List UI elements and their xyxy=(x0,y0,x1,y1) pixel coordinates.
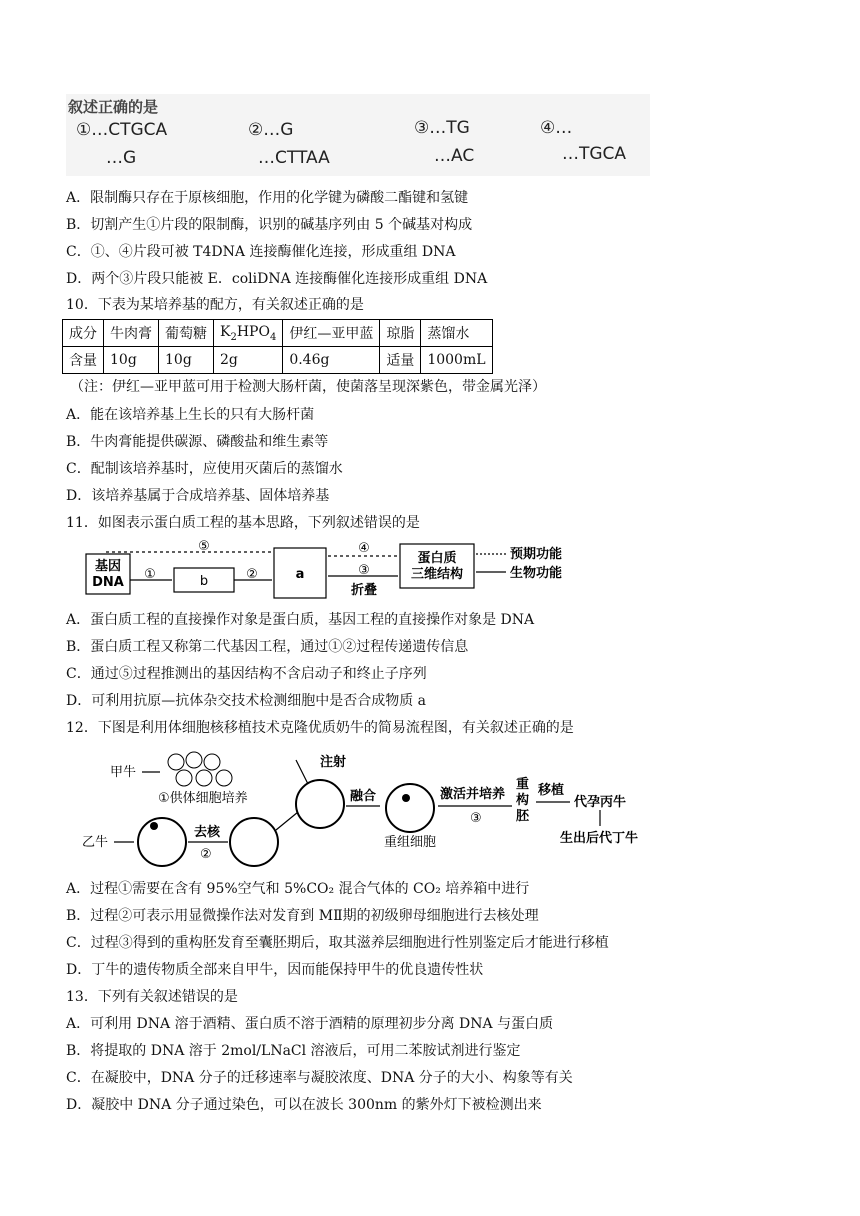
q11-option-d: D．可利用抗原—抗体杂交技术检测细胞中是否合成物质 a xyxy=(66,693,427,709)
q10-note: （注：伊红—亚甲蓝可用于检测大肠杆菌，使菌落呈现深紫色，带金属光泽） xyxy=(70,379,546,395)
recomb-label: 重组细胞 xyxy=(384,835,437,850)
jia-cow-label: 甲牛 xyxy=(110,765,137,780)
fragment-3-bottom: …AC xyxy=(434,146,475,166)
nucleus-dot xyxy=(150,822,158,830)
step-1-label: ① xyxy=(144,567,156,582)
to-fusion-arrow xyxy=(276,812,298,830)
table-cell: 2g xyxy=(214,347,283,374)
expected-function-label: 预期功能 xyxy=(510,547,563,562)
oocyte-denucleated xyxy=(230,818,278,866)
fragment-2-top: ②…G xyxy=(248,120,294,140)
q12-option-c: C．过程③得到的重构胚发育至囊胚期后，取其滋养层细胞进行性别鉴定后才能进行移植 xyxy=(66,935,609,951)
table-cell: 0.46g xyxy=(283,347,380,374)
media-table xyxy=(62,319,493,374)
donor-cell xyxy=(186,752,202,768)
protein-label-1: 蛋白质三维结构 xyxy=(410,551,464,582)
q9-option-d: D．两个③片段只能被 E．coliDNA 连接酶催化连接形成重组 DNA xyxy=(66,271,488,287)
step-5-label: ⑤ xyxy=(198,539,210,554)
yi-cow-label: 乙牛 xyxy=(82,835,109,850)
q13-option-b: B．将提取的 DNA 溶于 2mol/LNaCl 溶液后，可用二苯胺试剂进行鉴定 xyxy=(66,1043,521,1059)
q9-option-a: A．限制酶只存在于原核细胞，作用的化学键为磷酸二酯键和氢键 xyxy=(66,190,469,206)
bio-function-label: 生物功能 xyxy=(510,566,563,581)
gene-label: 基因 DNA xyxy=(92,559,124,590)
box-b-label: b xyxy=(199,574,209,589)
step-3-label: ③ xyxy=(358,563,370,578)
transplant-label: 移植 xyxy=(538,783,565,798)
q10-option-b: B．牛肉膏能提供碳源、磷酸盐和维生素等 xyxy=(66,434,329,450)
activate-label: 激活并培养 xyxy=(440,787,506,802)
q10-option-d: D．该培养基属于合成培养基、固体培养基 xyxy=(66,488,330,504)
embryo-label-3: 胚 xyxy=(516,809,530,824)
oocyte-enucleated xyxy=(296,780,344,828)
table-cell: 葡萄糖 xyxy=(159,320,214,347)
q11-option-a: A．蛋白质工程的直接操作对象是蛋白质，基因工程的直接操作对象是 DNA xyxy=(66,612,535,628)
protein-engineering-diagram xyxy=(66,538,586,608)
donor-culture-label: ①供体细胞培养 xyxy=(158,791,248,806)
q12-option-a: A．过程①需要在含有 95%空气和 5%CO₂ 混合气体的 CO₂ 培养箱中进行 xyxy=(66,881,530,897)
donor-cell xyxy=(176,770,192,786)
offspring-label: 生出后代丁牛 xyxy=(560,831,639,846)
cloning-flow-diagram xyxy=(80,748,660,873)
embryo-label-2: 构 xyxy=(516,793,530,808)
q12-stem: 12．下图是利用体细胞核移植技术克隆优质奶牛的简易流程图，有关叙述正确的是 xyxy=(66,720,574,736)
fuse-label: 融合 xyxy=(350,789,377,804)
table-cell: 10g xyxy=(104,347,159,374)
q11-option-c: C．通过⑤过程推测出的基因结构不含启动子和终止子序列 xyxy=(66,666,427,682)
fold-label: 折叠 xyxy=(350,583,378,598)
q9-option-b: B．切割产生①片段的限制酶，识别的碱基序列由 5 个碱基对构成 xyxy=(66,217,473,233)
table-cell: 琼脂 xyxy=(380,320,421,347)
fragment-1-bottom: …G xyxy=(106,148,137,168)
table-row xyxy=(63,347,493,374)
table-cell: 蒸馏水 xyxy=(421,320,492,347)
fragment-1-top: ①…CTGCA xyxy=(76,120,168,140)
box-a-label: a xyxy=(295,567,305,582)
q13-option-a: A．可利用 DNA 溶于酒精、蛋白质不溶于酒精的原理初步分离 DNA 与蛋白质 xyxy=(66,1016,554,1032)
table-cell: 1000mL xyxy=(421,347,492,374)
q9-stem-fragment: 叙述正确的是 xyxy=(68,98,159,116)
q12-option-b: B．过程②可表示用显微操作法对发育到 MⅡ期的初级卵母细胞进行去核处理 xyxy=(66,908,539,924)
table-cell: 伊红—亚甲蓝 xyxy=(283,320,380,347)
fragment-4-bottom: …TGCA xyxy=(562,144,627,164)
donor-cell xyxy=(216,770,232,786)
table-cell: 10g xyxy=(159,347,214,374)
donor-cell xyxy=(168,754,184,770)
q13-stem: 13．下列有关叙述错误的是 xyxy=(66,989,238,1005)
oocyte xyxy=(138,818,186,866)
q11-option-b: B．蛋白质工程又称第二代基因工程，通过①②过程传递遗传信息 xyxy=(66,639,469,655)
table-cell: 牛肉膏 xyxy=(104,320,159,347)
q10-stem: 10．下表为某培养基的配方，有关叙述正确的是 xyxy=(66,297,364,313)
table-cell: 成分 xyxy=(63,320,104,347)
q10-option-c: C．配制该培养基时，应使用灭菌后的蒸馏水 xyxy=(66,461,343,477)
table-row xyxy=(63,320,493,347)
q9-option-c: C．①、④片段可被 T4DNA 连接酶催化连接，形成重组 DNA xyxy=(66,244,456,260)
denucleate-label: 去核 xyxy=(194,825,221,840)
recombinant-cell xyxy=(386,784,434,832)
surrogate-label: 代孕丙牛 xyxy=(574,795,627,810)
step-2-label: ② xyxy=(246,567,258,582)
step-2-label: ② xyxy=(200,847,212,862)
table-cell-k2hpo4: $K_2HPO_4$ xyxy=(214,320,283,347)
recombinant-nucleus xyxy=(402,794,410,802)
inject-label: 注射 xyxy=(320,755,347,770)
fragment-2-bottom: …CTTAA xyxy=(258,148,330,168)
fragment-3-top: ③…TG xyxy=(414,118,470,138)
donor-cell xyxy=(204,754,220,770)
q12-option-d: D．丁牛的遗传物质全部来自甲牛，因而能保持甲牛的优良遗传性状 xyxy=(66,962,484,978)
embryo-label-1: 重 xyxy=(516,777,530,792)
fragment-4-top: ④… xyxy=(540,118,573,138)
table-cell: 适量 xyxy=(380,347,421,374)
donor-cell xyxy=(196,770,212,786)
table-cell: 含量 xyxy=(63,347,104,374)
q10-option-a: A．能在该培养基上生长的只有大肠杆菌 xyxy=(66,407,315,423)
q13-option-c: C．在凝胶中，DNA 分子的迁移速率与凝胶浓度、DNA 分子的大小、构象等有关 xyxy=(66,1070,573,1086)
step-4-label: ④ xyxy=(358,541,370,556)
step-3-label: ③ xyxy=(470,811,482,826)
q11-stem: 11．如图表示蛋白质工程的基本思路，下列叙述错误的是 xyxy=(66,515,420,531)
q13-option-d: D．凝胶中 DNA 分子通过染色，可以在波长 300nm 的紫外灯下被检测出来 xyxy=(66,1097,542,1113)
